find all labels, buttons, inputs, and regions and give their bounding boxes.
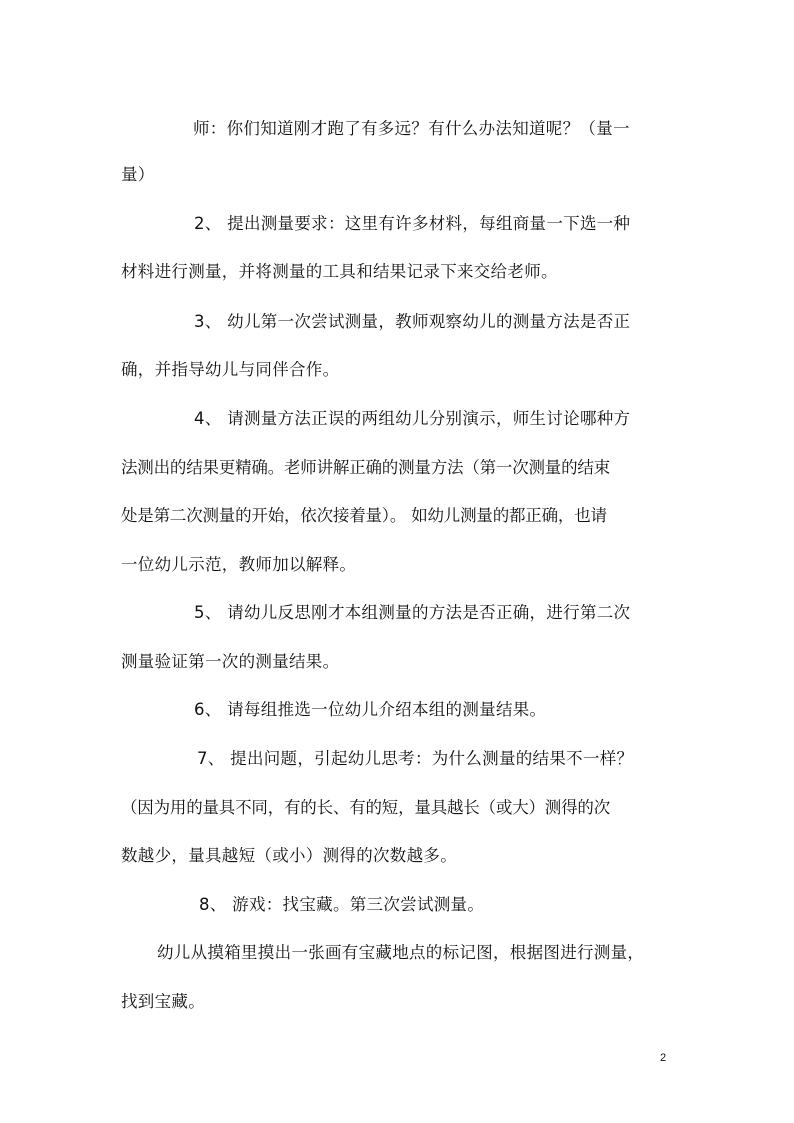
text-line: 4、 请测量方法正误的两组幼儿分别演示，师生讨论哪种方 [194, 408, 631, 428]
text-line: 一位幼儿示范，教师加以解释。 [121, 554, 357, 574]
text-line: 找到宝藏。 [121, 991, 205, 1011]
text-line: （因为用的量具不同，有的长、有的短，量具越长（或大）测得的次 [121, 797, 611, 817]
text-line: 量） [121, 164, 155, 184]
text-line: 材料进行测量，并将测量的工具和结果记录下来交给老师。 [121, 261, 558, 281]
text-line: 7、 提出问题，引起幼儿思考：为什么测量的结果不一样？ [197, 748, 634, 768]
text-line: 2、 提出测量要求：这里有许多材料，每组商量一下选一种 [194, 213, 631, 233]
text-line: 8、 游戏：找宝藏。第三次尝试测量。 [199, 894, 485, 914]
text-line: 3、 幼儿第一次尝试测量，教师观察幼儿的测量方法是否正 [194, 311, 631, 331]
text-line: 幼儿从摸箱里摸出一张画有宝藏地点的标记图，根据图进行测量， [157, 942, 645, 962]
text-line: 测量验证第一次的测量结果。 [121, 651, 340, 671]
page-number: 2 [660, 1052, 667, 1064]
text-line: 法测出的结果更精确。老师讲解正确的测量方法（第一次测量的结束 [121, 457, 611, 477]
text-line: 确，并指导幼儿与同伴合作。 [121, 359, 340, 379]
text-line: 数越少，量具越短（或小）测得的次数越多。 [121, 845, 457, 865]
text-line: 处是第二次测量的开始，依次接着量）。 如幼儿测量的都正确，也请 [121, 505, 607, 525]
text-line: 师：你们知道刚才跑了有多远？有什么办法知道呢？（量一 [193, 118, 630, 138]
text-line: 6、 请每组推选一位幼儿介绍本组的测量结果。 [194, 699, 547, 719]
text-line: 5、 请幼儿反思刚才本组测量的方法是否正确，进行第二次 [194, 602, 631, 622]
